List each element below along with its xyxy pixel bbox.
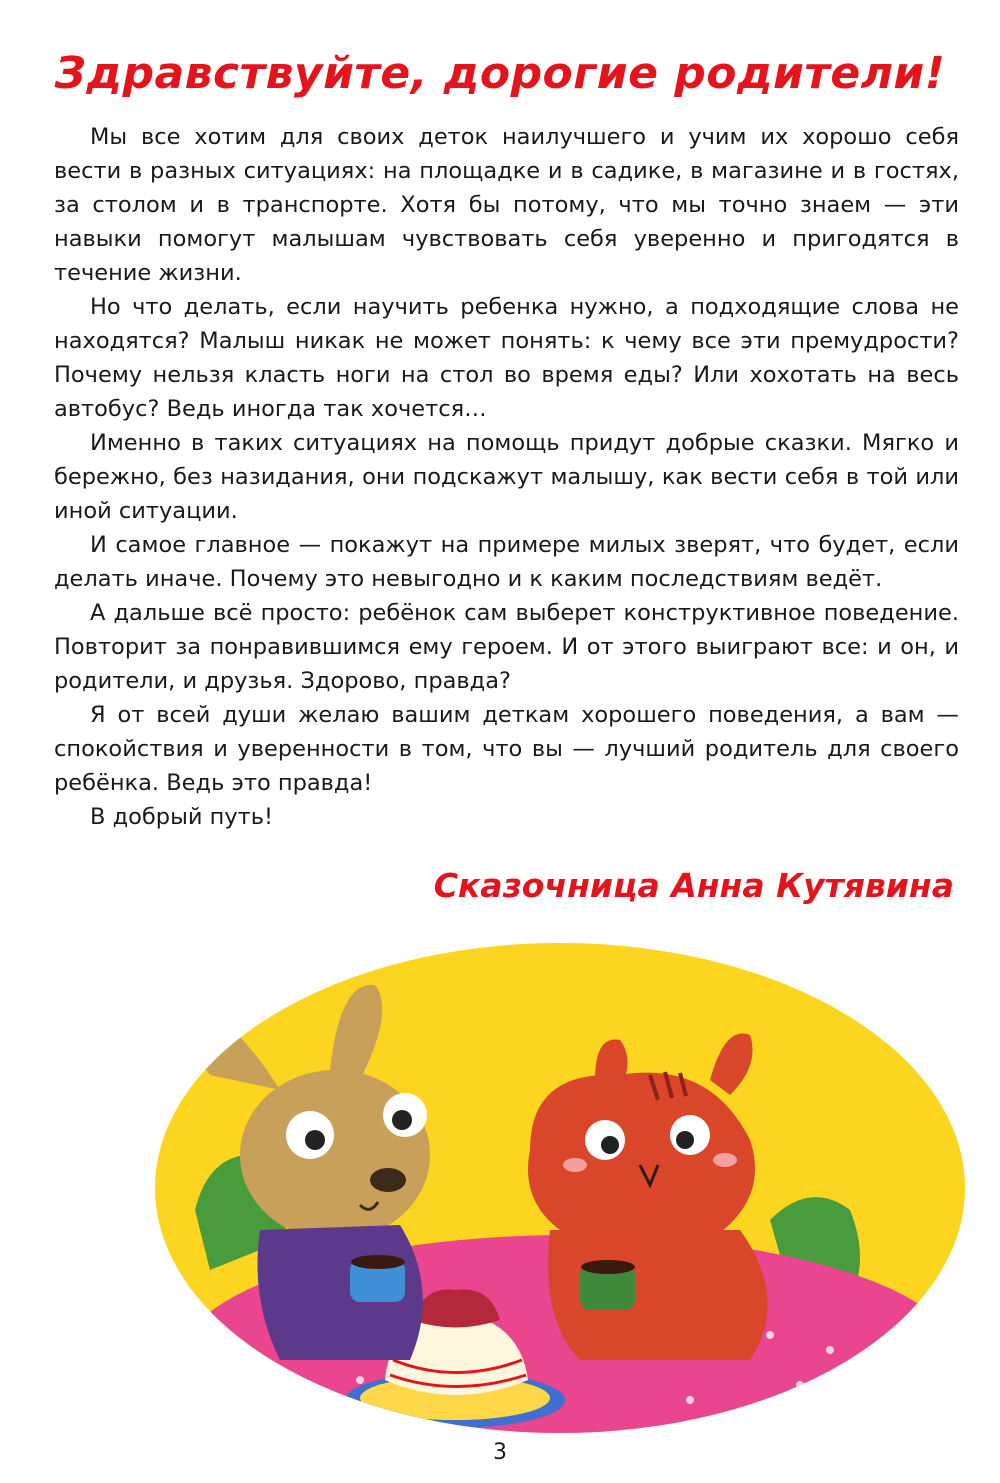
author-signature: Сказочница Анна Кутявина [433, 866, 954, 905]
page-number: 3 [493, 1440, 507, 1465]
paragraph: Мы все хотим для своих деток наилучшего и учим их хорошо себя вести в разных ситуациях: на площадке и в садике, в магазине и в гостях, за столом и в транспорте. Хотя бы потому, что мы точно знаем — эти навыки помогут малышам чувствовать себя уверенно и пригодятся в течение жизни. [54, 124, 959, 286]
paragraph: Именно в таких ситуациях на помощь придут добрые сказки. Мягко и бережно, без назидания, они подскажут малышу, как вести себя в той или иной ситуации. [54, 430, 959, 524]
paragraph: А дальше всё просто: ребёнок сам выберет конструктивное поведение. Повторит за понравившимся ему героем. И от этого выиграют все: и он, и родители, и друзья. Здорово, правда? [54, 600, 959, 694]
tea-party-illustration [150, 940, 970, 1440]
paragraph: И самое главное — покажут на примере милых зверят, что будет, если делать иначе. Почему это невыгодно и к каким последствиям ведёт. [54, 532, 959, 592]
page-title: Здравствуйте, дорогие родители! [54, 48, 946, 99]
paragraph: Но что делать, если научить ребенка нужно, а подходящие слова не находятся? Малыш никак не может понять: к чему все эти премудрости? Почему нельзя класть ноги на стол во время еды? Или хохотать на весь автобус? Ведь иногда так хочется… [54, 294, 959, 422]
paragraph: Я от всей души желаю вашим деткам хорошего поведения, а вам — спокойствия и уверенности в том, что вы — лучший родитель для своего ребёнка. Ведь это правда! [54, 702, 959, 796]
paragraph: В добрый путь! [90, 804, 274, 830]
intro-text [54, 120, 959, 834]
